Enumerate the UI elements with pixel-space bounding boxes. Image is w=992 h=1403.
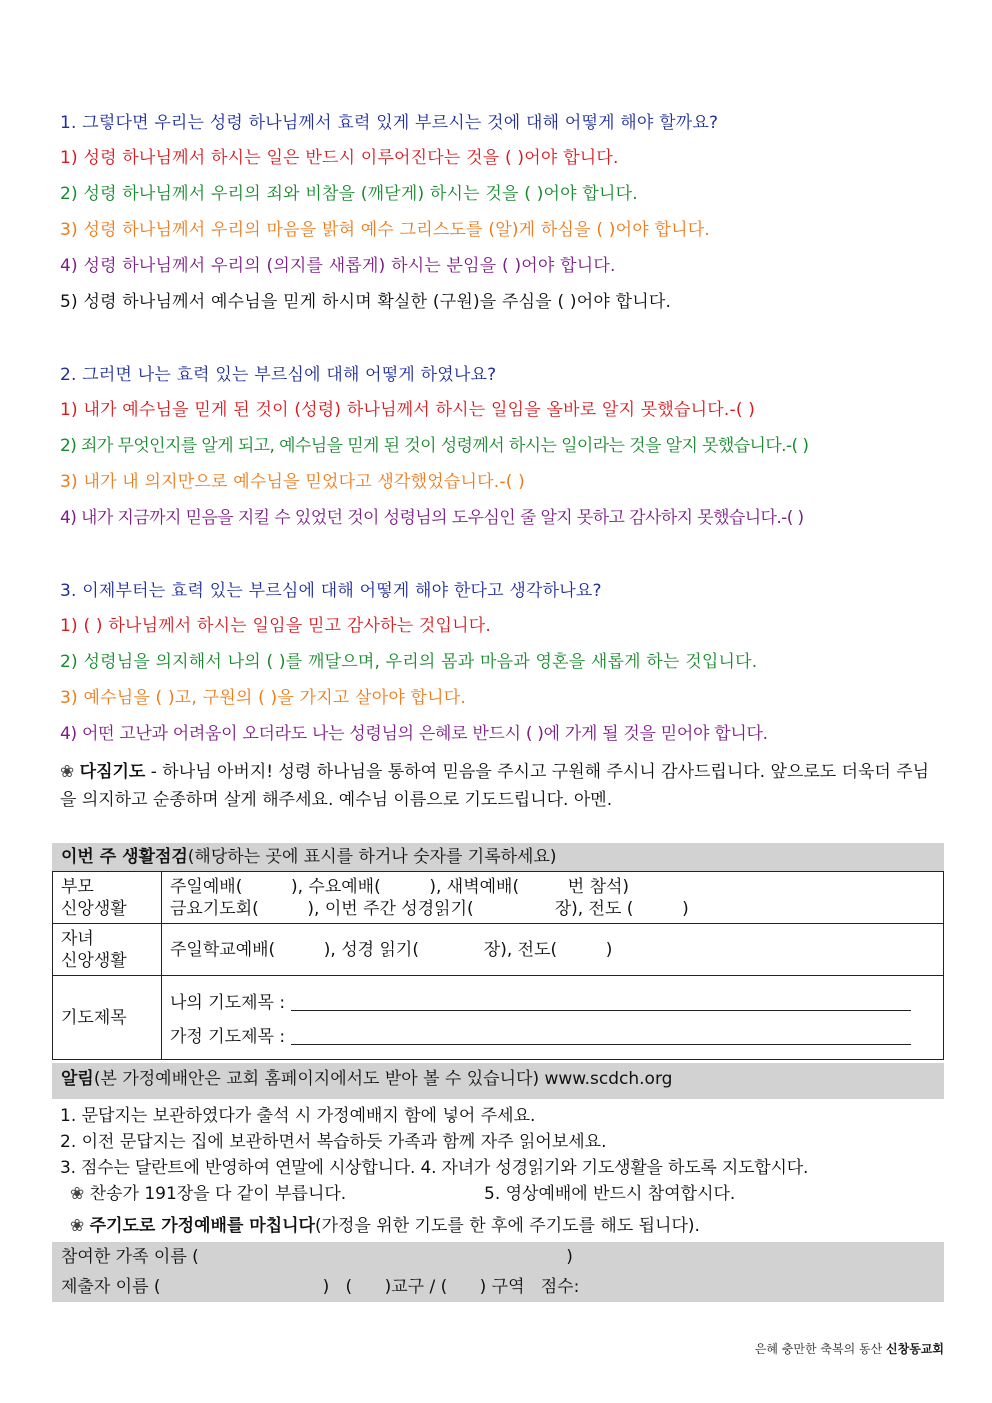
family-prayer-label: 가정 기도제목 : — [170, 1026, 286, 1047]
prayer-topics-fields — [162, 976, 944, 1060]
checklist-instruction: (해당하는 곳에 표시를 하거나 숫자를 기록하세요) — [187, 847, 557, 867]
closing-title: 주기도로 가정예배를 마칩니다 — [89, 1216, 315, 1236]
flower-icon: ❀ — [70, 1184, 85, 1204]
my-prayer-label: 나의 기도제목 : — [170, 992, 286, 1013]
hymn-note — [70, 1183, 346, 1205]
notice-item-2: 2. 이전 문답지는 집에 보관하면서 복습하듯 가족과 함께 자주 읽어보세요. — [60, 1132, 607, 1152]
church-name: 신창동교회 — [886, 1342, 944, 1356]
children-fields-line1: 주일학교예배( ), 성경 읽기( 장), 전도( ) — [170, 939, 613, 960]
answer-1-5: 5) 성령 하나님께서 예수님을 믿게 하시며 확실한 (구원)을 주심을 ( )어야 합니다. — [60, 292, 672, 312]
answer-3-2: 2) 성령님을 의지해서 나의 ( )를 깨달으며, 우리의 몸과 마음과 영혼을 새롭게 하는 것입니다. — [60, 652, 758, 672]
children-row — [53, 924, 944, 976]
hymn-text: 찬송가 191장을 다 같이 부릅니다. — [89, 1184, 347, 1204]
flower-icon: ❀ — [60, 762, 75, 782]
life-checklist — [52, 843, 944, 1060]
answer-1-2-text: 2) 성령 하나님께서 우리의 죄와 비참을 (깨닫게) 하시는 것을 ( )어야 합니다. — [60, 184, 638, 204]
notice-item-3: 3. 점수는 달란트에 반영하여 연말에 시상합니다. 4. 자녀가 성경읽기와 기도생활을 하도록 지도합시다. — [60, 1158, 809, 1178]
checklist-title: 이번 주 생활점검 — [61, 847, 188, 867]
question-2: 2. 그러면 나는 효력 있는 부르심에 대해 어떻게 하였나요? — [60, 365, 497, 385]
answer-1-2 — [60, 183, 638, 205]
resolution-prayer-text: - 하나님 아버지! 성령 하나님을 통하여 믿음을 주시고 구원해 주시니 감사드립니다. 앞으로도 더욱더 주님을 의지하고 순종하며 살게 해주세요. 예수님 이름으로 기도드립니다. 아멘. — [60, 762, 930, 810]
answer-1-4: 4) 성령 하나님께서 우리의 (의지를 새롭게) 하시는 분임을 ( )어야 합니다. — [60, 256, 616, 276]
answer-3-3: 3) 예수님을 ( )고, 구원의 ( )을 가지고 살아야 합니다. — [60, 688, 467, 708]
parents-row — [53, 872, 944, 924]
flower-icon: ❀ — [70, 1216, 85, 1236]
answer-2-4: 4) 내가 지금까지 믿음을 지킬 수 있었던 것이 성령님의 도우심인 줄 알지 못하고 감사하지 못했습니다.-( ) — [60, 508, 804, 528]
parents-fields[interactable] — [162, 872, 944, 924]
notice-title: 알림 — [61, 1069, 94, 1089]
resolution-prayer — [60, 758, 940, 814]
answer-2-2: 2) 죄가 무엇인지를 알게 되고, 예수님을 믿게 된 것이 성령께서 하시는 일이라는 것을 알지 못했습니다.-( ) — [60, 436, 809, 456]
children-fields[interactable] — [162, 924, 944, 976]
parents-fields-line1: 주일예배( ), 수요예배( ), 새벽예배( 번 참석) — [170, 876, 630, 897]
answer-1-1: 1) 성령 하나님께서 하시는 일은 반드시 이루어진다는 것을 ( )어야 합니다. — [60, 148, 619, 168]
family-prayer-input[interactable] — [291, 1028, 911, 1045]
parents-label — [53, 872, 162, 924]
footer-motto: 은혜 충만한 축복의 동산 — [754, 1342, 887, 1356]
submission-box — [52, 1242, 944, 1302]
video-worship-note: 5. 영상예배에 반드시 참여합시다. — [484, 1184, 736, 1204]
answer-1-3: 3) 성령 하나님께서 우리의 마음을 밝혀 예수 그리스도를 (알)게 하심을 ( )어야 합니다. — [60, 220, 710, 240]
footer — [755, 1340, 944, 1357]
answer-2-1: 1) 내가 예수님을 믿게 된 것이 (성령) 하나님께서 하시는 일임을 올바로 알지 못했습니다.-( ) — [60, 400, 756, 420]
closing-note — [70, 1215, 700, 1237]
notice-text: (본 가정예배안은 교회 홈페이지에서도 받아 볼 수 있습니다) www.scdch.org — [93, 1069, 673, 1089]
question-3: 3. 이제부터는 효력 있는 부르심에 대해 어떻게 해야 한다고 생각하나요? — [60, 581, 602, 601]
prayer-topics-row — [53, 976, 944, 1060]
parents-label-line2: 신앙생활 — [61, 898, 127, 919]
answer-3-4: 4) 어떤 고난과 어려움이 오더라도 나는 성령님의 은혜로 반드시 ( )에 가게 될 것을 믿어야 합니다. — [60, 724, 768, 744]
family-prayer-row — [170, 1026, 935, 1048]
my-prayer-row — [170, 992, 935, 1014]
checklist-header — [52, 843, 944, 871]
answer-2-3: 3) 내가 내 의지만으로 예수님을 믿었다고 생각했었습니다.-( ) — [60, 472, 525, 492]
family-names-field[interactable]: 참여한 가족 이름 ( ) — [61, 1247, 573, 1267]
parents-fields-line2: 금요기도회( ), 이번 주간 성경읽기( 장), 전도 ( ) — [170, 898, 689, 919]
answer-3-1: 1) ( ) 하나님께서 하시는 일임을 믿고 감사하는 것입니다. — [60, 616, 492, 636]
children-label-line1: 자녀 — [61, 928, 94, 949]
resolution-prayer-title: 다짐기도 — [79, 762, 146, 782]
submitter-field[interactable]: 제출자 이름 ( ) ( )교구 / ( ) 구역 점수: — [61, 1277, 580, 1297]
children-label — [53, 924, 162, 976]
closing-text: (가정을 위한 기도를 한 후에 주기도를 해도 됩니다). — [314, 1216, 700, 1236]
notice-bar — [52, 1063, 944, 1099]
my-prayer-input[interactable] — [291, 994, 911, 1011]
question-1: 1. 그렇다면 우리는 성령 하나님께서 효력 있게 부르시는 것에 대해 어떻게 해야 할까요? — [60, 113, 719, 133]
prayer-topics-label: 기도제목 — [53, 976, 162, 1060]
children-label-line2: 신앙생활 — [61, 950, 127, 971]
notice-item-1: 1. 문답지는 보관하였다가 출석 시 가정예배지 함에 넣어 주세요. — [60, 1106, 536, 1126]
parents-label-line1: 부모 — [61, 876, 94, 897]
checklist-table — [52, 871, 944, 1060]
